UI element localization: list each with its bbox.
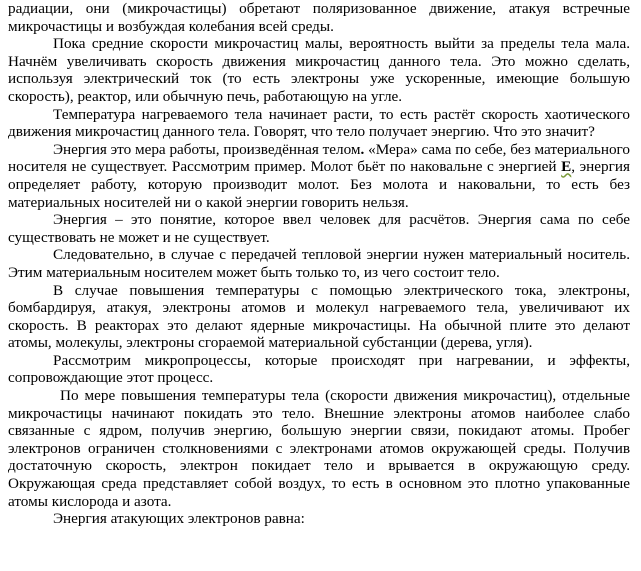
bold-period: .: [360, 140, 365, 158]
paragraph: По мере повышения температуры тела (скорости движения микрочастиц), отдельные микрочастицы начинают покидать это тело. Внешние электроны атомов наиболее слабо связанные с ядром, получив энергию, большую энергии связи, покидают атомы. Пробег электронов ограничен столкновениями с электронами атомов окружающей среды. Получив достаточную скорость, электрон покидает тело и врывается в окружающую среду. Окружающая среда представляет собой воздух, то есть в основном это плотно упакованные атомы кислорода и азота.: [8, 387, 630, 510]
paragraph: В случае повышения температуры с помощью электрического тока, электроны, бомбардируя, атакуя, электроны атомов и молекул нагреваемого тела, увеличивают их скорость. В реакторах это делают ядерные микрочастицы. На обычной плите это делают атомы, молекулы, электроны сгораемой материальной субстанции (дерева, угля).: [8, 281, 630, 352]
paragraph: Пока средние скорости микрочастиц малы, вероятность выйти за пределы тела мала. Начнём увеличивать скорость движения микрочастиц данного тела. Это можно сделать, используя электрический ток (то есть электроны уже ускоренные, имеющие большую скорость), реактор, или обычную печь, работающую на угле.: [8, 35, 630, 105]
text-run: Энергия это мера работы, произведённая телом: [53, 140, 361, 158]
text-run: «Мера» сама по себе, без материального носителя не существует. Рассмотрим пример. Молот бьёт по наковальне с энергией: [8, 140, 630, 176]
paragraph: Энергия атакующих электронов равна:: [53, 510, 305, 528]
paragraph: Температура нагреваемого тела начинает расти, то есть растёт скорость хаотического движения микрочастиц данного тела. Говорят, что тело получает энергию. Что это значит?: [8, 105, 630, 141]
paragraph: [8, 141, 630, 211]
text-run: , энергия определяет работу, которую производит молот. Без молота и наковальни, то есть без материальных носителей ни о какой энергии говорить нельзя.: [8, 158, 630, 211]
paragraph: радиации, они (микрочастицы) обретают поляризованное движение, атакуя встречные микрочастицы и возбуждая колебания всей среды.: [8, 0, 630, 35]
paragraph: Энергия – это понятие, которое ввел человек для расчётов. Энергия сама по себе существовать не может и не существует.: [8, 211, 630, 246]
paragraph: Следовательно, в случае с передачей тепловой энергии нужен материальный носитель. Этим материальным носителем может быть только то, из чего состоит тело.: [8, 246, 630, 281]
energy-symbol: Е: [561, 158, 572, 176]
paragraph: Рассмотрим микропроцессы, которые происходят при нагревании, и эффекты, сопровождающие этот процесс.: [8, 351, 630, 387]
document-page: [8, 0, 630, 528]
